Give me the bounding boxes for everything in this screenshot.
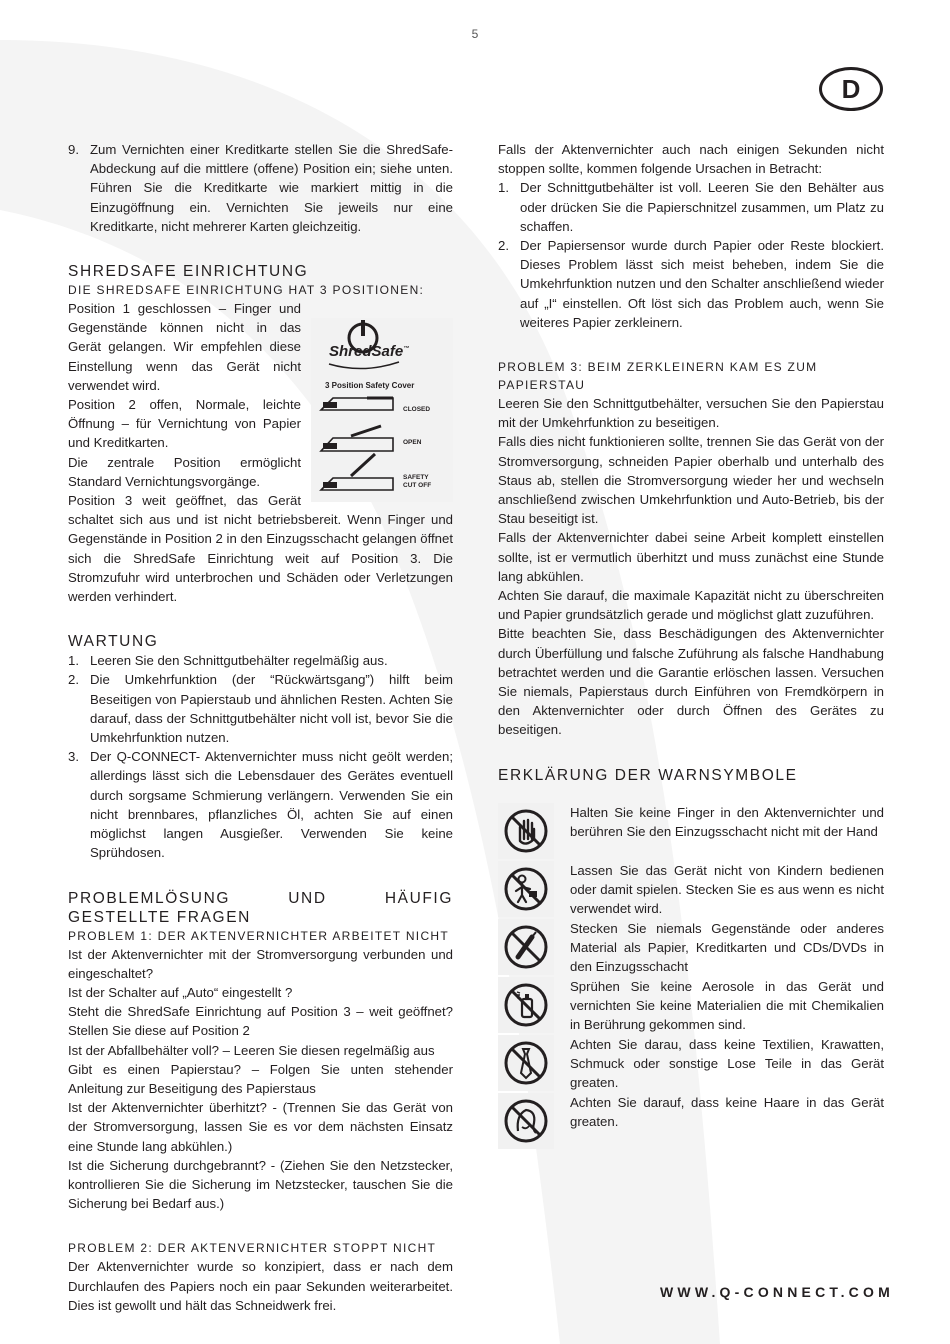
- shredsafe-diagram: [311, 318, 453, 502]
- section-title-shredsafe: SHREDSAFE EINRICHTUNG: [68, 263, 309, 281]
- list-number: 1.: [498, 180, 509, 196]
- list-text: Der Schnittgutbehälter ist voll. Leeren Sie den Behälter aus oder drücken Sie die Papierschnitzel zusammen, um Platz zu schaffen.: [520, 180, 884, 234]
- list-item: [68, 670, 453, 747]
- faq-line: Ist der Aktenvernichter mit der Stromversorgung verbunden und eingeschaltet?: [68, 946, 453, 981]
- label-safety: SAFETY CUT OFF: [403, 474, 432, 490]
- no-hair-icon: [498, 1093, 554, 1149]
- faq-line: Gibt es einen Papierstau? – Folgen Sie unten stehender Anleitung zur Beseitigung des Papierstaus: [68, 1061, 453, 1096]
- problem-2-title: PROBLEM 2: DER AKTENVERNICHTER STOPPT NICHT: [68, 1241, 437, 1256]
- causes-list: [498, 178, 884, 332]
- wartung-list: [68, 651, 453, 862]
- list-item: [68, 140, 453, 236]
- diagram-title: 3 Position Safety Cover: [325, 381, 415, 391]
- warning-row: [498, 1035, 884, 1093]
- list-text: Der Q-CONNECT- Aktenvernichter muss nicht geölt werden; allerdings lässt sich die Lebensdauer des Gerätes eventuell durch sorgsame Schmierung verlängern. Verwenden Sie ein nicht brennbares, pflanzliches Öl, achten Sie auf einen möglichst langen Ausgießer. Verwenden Sie keine Sprühdosen.: [90, 749, 453, 861]
- list-item: [498, 236, 884, 332]
- item-9-list: [68, 140, 453, 236]
- shredsafe-logo-text: ShredSafe™: [329, 343, 410, 361]
- shredsafe-position-1: Position 1 geschlossen – Finger und Gegenstände können nicht in das Gerät gelangen. Wir empfehlen diese Einstellung wenn das Gerät nicht verwendet wird.: [68, 301, 301, 393]
- shredsafe-section: [68, 299, 453, 606]
- warning-row: [498, 1093, 884, 1151]
- faq-line: Steht die ShredSafe Einrichtung auf Position 3 – weit geöffnet? Stellen Sie diese auf Position 2: [68, 1004, 453, 1039]
- list-text: Zum Vernichten einer Kreditkarte stellen Sie die ShredSafe-Abdeckung auf die mittlere (offene) Position ein; siehe unten. Führen Sie die Kreditkarte wie markiert mittig in die Einzugöffnung ein. Vernichten Sie jeweils nur eine Kreditkarte, nicht mehrerer Karten gleichzeitig.: [90, 142, 453, 234]
- list-text: Der Papiersensor wurde durch Papier oder Reste blockiert. Dieses Problem lässt sich meist beheben, indem Sie die Umkehrfunktion nutzen und den Schalter anschließend wieder auf „I“ einstellen. Oft löst sich das Problem auch, wenn Sie weiteres Papier zerkleinern.: [520, 238, 884, 330]
- warning-row: [498, 803, 884, 861]
- warning-text: Achten Sie darau, dass keine Textilien, Krawatten, Schmuck oder sonstige Lose Teile in das Gerät greaten.: [570, 1036, 884, 1091]
- warning-row: [498, 919, 884, 977]
- problem-3-paragraph: Achten Sie darauf, die maximale Kapazität nicht zu überschreiten und Papier grundsätzlich gerade und möglichst glatt zuzuführen.: [498, 588, 884, 623]
- list-number: 2.: [68, 672, 79, 688]
- no-aerosol-icon: [498, 977, 554, 1033]
- faq-line: Ist die Sicherung durchgebrannt? - (Ziehen Sie den Netzstecker, kontrollieren Sie die Sicherung im Netzstecker, tauschen Sie die Sicherung bei Bedarf aus.): [68, 1157, 453, 1212]
- problem-1-title: PROBLEM 1: DER AKTENVERNICHTER ARBEITET NICHT: [68, 928, 450, 943]
- warning-text: Lassen Sie das Gerät nicht von Kindern bedienen oder damit spielen. Stecken Sie es aus wenn es nicht verwendet wird.: [570, 862, 884, 917]
- warning-text: Halten Sie keine Finger in den Aktenvernichter und berühren Sie den Einzugsschacht nicht mit der Hand: [570, 804, 884, 839]
- shredsafe-center: Die zentrale Position ermöglicht Standard Vernichtungsvorgänge.: [68, 454, 301, 489]
- problem-3-paragraph: Falls dies nicht funktionieren sollte, trennen Sie das Gerät von der Stromversorgung, schneiden Papier oberhalb und unterhalb des Staus ab, stellen die Stromversorgung wieder her und wechseln anschließend zwischen Umkehrfunktion und Auto-Betrieb, bis der Stau beseitigt ist.: [498, 434, 884, 527]
- language-badge: D: [819, 67, 883, 111]
- section-title-warnings: ERKLÄRUNG DER WARNSYMBOLE: [498, 766, 798, 784]
- warnings-list: [498, 803, 884, 1151]
- list-number: 3.: [68, 749, 79, 765]
- no-hand-icon: [498, 803, 554, 859]
- problem-2-intro: Falls der Aktenvernichter auch nach einigen Sekunden nicht stoppen sollte, kommen folgende Ursachen in Betracht:: [498, 142, 884, 177]
- left-column: [68, 140, 453, 1315]
- warning-text: Achten Sie darauf, dass keine Haare in das Gerät greaten.: [570, 1094, 884, 1129]
- warning-text: Stecken Sie niemals Gegenstände oder anderes Material als Papier, Kreditkarten und CDs/DVDs in den Einzugsschacht: [570, 920, 884, 975]
- list-number: 9.: [68, 142, 79, 157]
- warning-row: [498, 977, 884, 1035]
- problem-3-paragraph: Bitte beachten Sie, dass Beschädigungen des Aktenvernichter durch Überfüllung und falsche Zuführung als falsche Handhabung betrachtet werden und die Garantie erlöschen lassen. Versuchen Sie niemals, Papierstaus durch Einführen von Fremdkörpern in den Aktenvernichter oder durch Öffnen des Gerätes zu beseitigen.: [498, 626, 884, 738]
- faq-line: Ist der Schalter auf „Auto“ eingestellt ?: [68, 984, 293, 1000]
- shredsafe-position-2: Position 2 offen, Normale, leichte Öffnung – für Vernichtung von Papier und Kreditkarten.: [68, 397, 301, 451]
- list-number: 2.: [498, 238, 509, 254]
- no-objects-icon: [498, 919, 554, 975]
- faq-line: Ist der Abfallbehälter voll? – Leeren Sie diesen regelmäßig aus: [68, 1042, 435, 1058]
- section-title-wartung: WARTUNG: [68, 633, 159, 651]
- page-number: 5: [471, 27, 479, 41]
- list-text: Die Umkehrfunktion (der “Rückwärtsgang”) hilft beim Beseitigen von Papierstaub und ähnlichen Resten. Achten Sie darauf, dass der Schnittgutbehälter nicht voll ist, bevor Sie die Umkehrfunktion nutzen.: [90, 672, 453, 746]
- list-item: [68, 651, 453, 670]
- warning-row: [498, 861, 884, 919]
- no-children-icon: [498, 861, 554, 917]
- problem-3-paragraph: Leeren Sie den Schnittgutbehälter, versuchen Sie den Papierstau mit der Umkehrfunktion zu beseitigen.: [498, 396, 884, 431]
- section-title-faq: PROBLEMLÖSUNG UND HÄUFIG GESTELLTE FRAGEN: [68, 889, 453, 926]
- right-column: [498, 140, 884, 1151]
- list-number: 1.: [68, 653, 79, 669]
- shredsafe-position-3: Position 3 weit geöffnet, das Gerät schaltet sich aus und ist nicht betriebsbereit. Wenn Finger und Gegenstände in Position 2 in den Einzugsschacht gelangen öffnet sich die ShredSafe Einrichtung weit auf Position 3. Die Stromzufuhr wird unterbrochen und Schäden oder Verletzungen werden verhindert.: [68, 493, 453, 605]
- problem-2-text: Der Aktenvernichter wurde so konzipiert, dass er nach dem Durchlaufen des Papiers noch ein paar Sekunden weiterarbeitet. Dies ist gewollt und hält das Schneidwerk frei.: [68, 1259, 453, 1313]
- list-item: [68, 747, 453, 862]
- list-text: Leeren Sie den Schnittgutbehälter regelmäßig aus.: [90, 653, 388, 669]
- no-tie-icon: [498, 1035, 554, 1091]
- problem-3-paragraph: Falls der Aktenvernichter dabei seine Arbeit komplett einstellen sollte, ist er vermutlich überhitzt und muss zunächst eine Stunde lang abkühlen.: [498, 530, 884, 584]
- label-closed: CLOSED: [403, 406, 431, 414]
- label-open: OPEN: [403, 439, 422, 447]
- faq-line: Ist der Aktenvernichter überhitzt? - (Trennen Sie das Gerät von der Stromversorgung, lassen Sie es vor dem nächsten Einsatz eine Stunde lang abkühlen.): [68, 1100, 453, 1154]
- warning-text: Sprühen Sie keine Aerosole in das Gerät und vernichten Sie keine Materialien die mit Chemikalien in Berührung gekommen sind.: [570, 978, 884, 1033]
- footer-url: WWW.Q-CONNECT.COM: [660, 1284, 894, 1300]
- problem-3-title: PROBLEM 3: BEIM ZERKLEINERN KAM ES ZUM PAPIERSTAU: [498, 360, 818, 393]
- list-item: [498, 178, 884, 236]
- section-subtitle-shredsafe: DIE SHREDSAFE EINRICHTUNG HAT 3 POSITIONEN:: [68, 283, 425, 298]
